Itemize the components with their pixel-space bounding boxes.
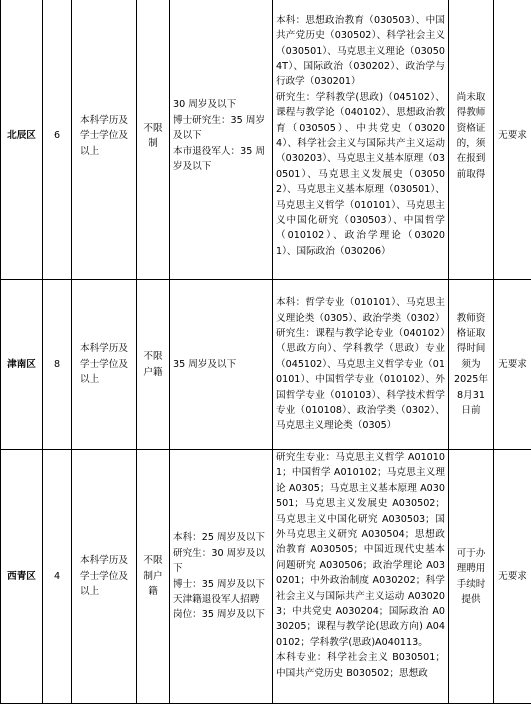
headcount-cell: 4	[43, 450, 72, 704]
hukou-cell: 不限制	[137, 0, 170, 280]
education-cell: 本科学历及学士学位及以上	[72, 280, 137, 450]
age-cell	[170, 280, 273, 450]
table-row	[1, 280, 531, 450]
other-cell: 无要求	[494, 0, 531, 280]
major-undergrad-text: 本科：思想政治教育（030503）、中国共产党历史（030502）、科学社会主义（030501）、马克思主义理论（030504T）、国际政治（030202）、政治学与行政学（030201）	[276, 13, 445, 90]
major-undergrad-text: 本科：哲学专业（010101）、马克思主义理论类（0305）、政治学类（0302）	[276, 295, 445, 326]
age-cell	[170, 0, 273, 280]
certificate-cell: 教师资格证取得时间须为2025年8月31日前	[449, 280, 494, 450]
district-cell: 西青区	[1, 450, 43, 704]
age-line: 天津籍退役军人招聘岗位：35 周岁及以下	[173, 592, 266, 623]
headcount-cell: 8	[43, 280, 72, 450]
certificate-cell: 可于办理聘用手续时提供	[449, 450, 494, 704]
age-cell	[170, 450, 273, 704]
education-cell: 本科学历及学士学位及以上	[72, 450, 137, 704]
age-line: 35 周岁及以下	[173, 357, 266, 372]
other-cell: 无要求	[494, 450, 531, 704]
hukou-cell: 不限户籍	[137, 280, 170, 450]
other-cell: 无要求	[494, 280, 531, 450]
headcount-cell: 6	[43, 0, 72, 280]
hukou-cell: 不限制户籍	[137, 450, 170, 704]
major-grad-text: 研究生专业：马克思主义哲学 A010101；中国哲学 A010102；马克思主义理论 A0305；马克思主义基本原理 A030501；马克思主义发展史 A030502；马克思主义中国化研究 A030503；国外马克思主义研究 A030504；思想政治教育 A030505；中国近现代史基本问题研究 A030506；政治学理论 A030201；中外政治制度 A030202；科学社会主义与国际共产主义运动 A030203；中共党史 A030204；国际政治 A030205；课程与教学论(思政方向) A040102；学科教学(思政)A040113。	[276, 450, 445, 650]
age-line: 博士：35 周岁及以下	[173, 577, 266, 592]
age-line: 30 周岁及以下	[173, 97, 266, 112]
age-line: 研究生：30 周岁及以下	[173, 546, 266, 577]
age-line: 本科：25 周岁及以下	[173, 530, 266, 545]
major-cell	[273, 0, 449, 280]
district-cell: 津南区	[1, 280, 43, 450]
major-undergrad-text: 本科专业：科学社会主义 B030501；中国共产党历史 B030502；思想政	[276, 650, 445, 681]
major-grad-text: 研究生：学科教学(思政)（045102）、课程与教学论（040102）、思想政治教育（030505）、中共党史（030204）、科学社会主义与国际共产主义运动（030203）、马克思主义基本原理（030501）、马克思主义发展史（030502）、马克思主义基本原理（030501）、马克思主义哲学（010101）、马克思主义中国化研究（030503）、中国哲学（010102）、政治学理论（030201）、国际政治（030206）	[276, 90, 445, 259]
education-cell: 本科学历及学士学位及以上	[72, 0, 137, 280]
table-row	[1, 0, 531, 280]
major-clip	[276, 450, 445, 700]
age-line: 本市退役军人：35 周岁及以下	[173, 144, 266, 175]
table-row	[1, 450, 531, 704]
age-line: 博士研究生：35 周岁及以下	[173, 113, 266, 144]
major-cell	[273, 450, 449, 704]
major-cell	[273, 280, 449, 450]
district-cell: 北辰区	[1, 0, 43, 280]
certificate-cell: 尚未取得教师资格证的，须在报到前取得	[449, 0, 494, 280]
major-grad-text: 研究生：课程与教学论专业（040102）（思政方向）、学科教学（思政）专业（045102）、马克思主义哲学专业（010101）、中国哲学专业（010102）、外国哲学专业（010103）、科学技术哲学专业（010108）、政治学类（0302）、马克思主义理论类（0305）	[276, 326, 445, 434]
